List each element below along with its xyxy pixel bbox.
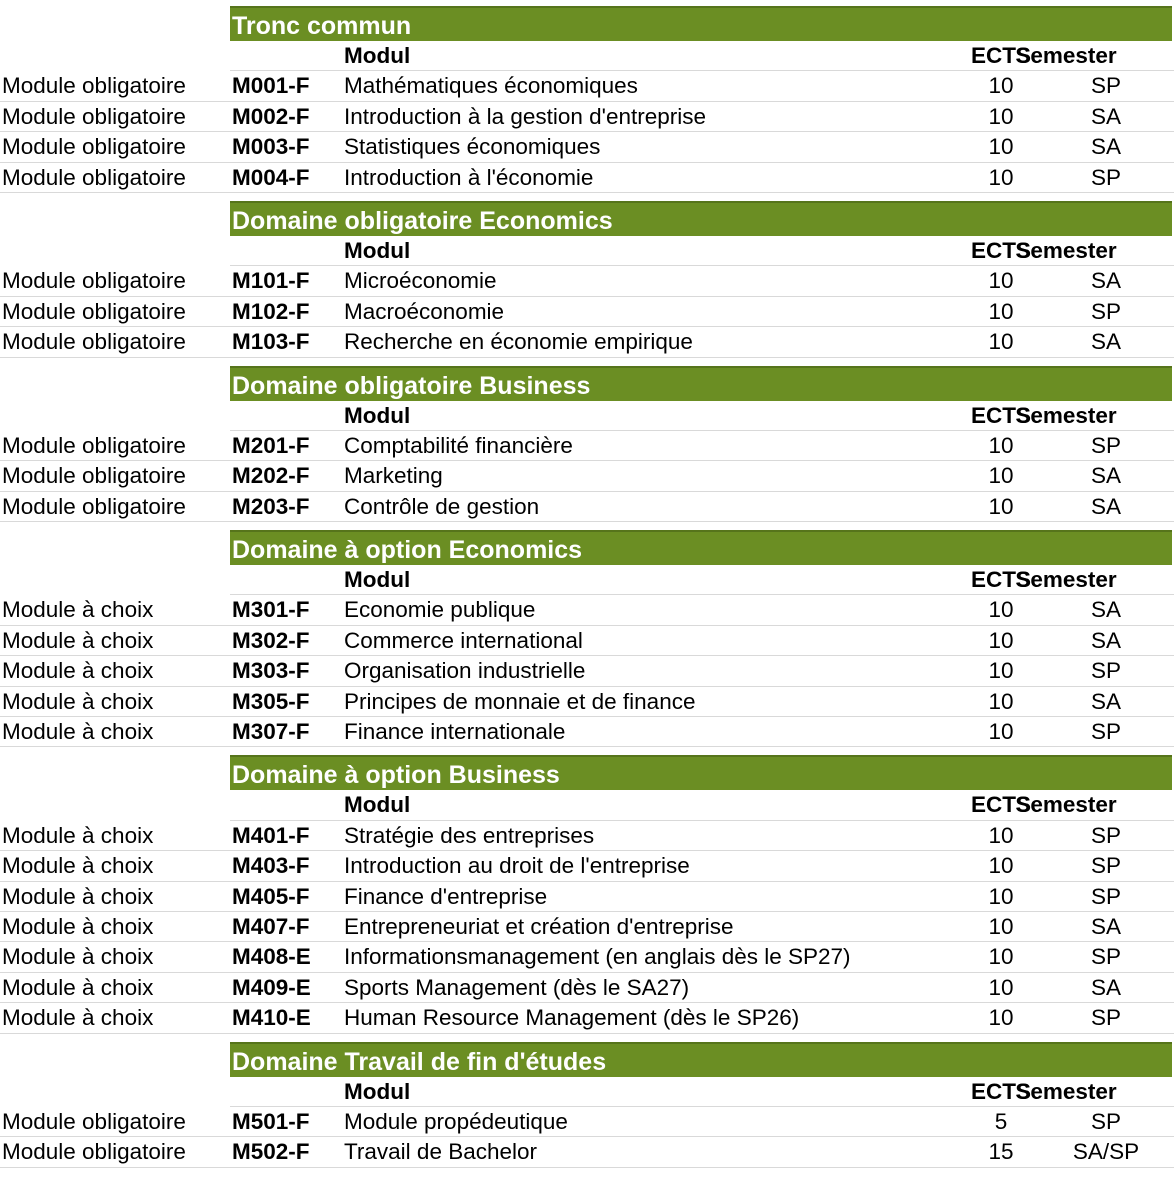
module-ects: 5 [994,1108,1008,1134]
module-semester: SP [1090,853,1121,879]
module-type: Module à choix [2,913,154,939]
module-type: Module à choix [2,1005,154,1031]
module-semester: SP [1090,822,1121,848]
table-row [0,266,1174,296]
module-semester: SP [1090,432,1121,458]
column-header-ects: ECTS [970,43,1031,68]
column-header-semester: Semester [1015,792,1117,818]
module-type: Module obligatoire [2,164,186,190]
module-semester: SA [1090,627,1121,653]
module-type: Module à choix [2,883,154,909]
section-gap [0,747,1174,755]
module-code: M301-F [232,597,310,623]
module-ects: 10 [988,853,1014,879]
column-header-ects: ECTS [970,567,1031,593]
table-row [0,1003,1174,1033]
module-ects: 10 [988,1005,1014,1031]
module-ects: 10 [988,658,1014,684]
module-table [0,6,1174,1168]
column-header-semester: Semester [1015,567,1117,593]
section-3 [0,366,1174,523]
module-code: M004-F [232,164,310,190]
module-type: Module à choix [2,658,154,684]
module-semester: SA [1090,974,1121,1000]
module-code: M102-F [232,298,310,324]
module-name: Marketing [344,463,443,489]
module-semester: SA [1090,913,1121,939]
column-header-modul: Modul [344,237,411,263]
column-header-row [230,1077,1174,1107]
module-semester: SA [1090,597,1121,623]
module-semester: SA [1090,134,1121,160]
module-type: Module à choix [2,822,154,848]
module-semester: SA [1090,493,1121,519]
column-header-modul: Modul [344,792,411,818]
table-row [0,882,1174,912]
module-semester: SA [1090,103,1121,129]
section-gap [0,1034,1174,1042]
table-row [0,973,1174,1003]
module-type: Module obligatoire [2,134,186,160]
table-row [0,132,1174,162]
module-code: M405-F [232,883,310,909]
module-semester: SP [1090,944,1121,970]
table-row [0,821,1174,851]
module-code: M410-E [232,1005,311,1031]
module-ects: 10 [988,688,1014,714]
module-type: Module obligatoire [2,493,186,519]
table-row [0,431,1174,461]
module-type: Module à choix [2,627,154,653]
column-header-semester: Semester [1015,1078,1117,1104]
module-ects: 10 [988,463,1014,489]
column-header-semester: Semester [1015,237,1117,263]
module-code: M403-F [232,853,310,879]
module-ects: 10 [988,493,1014,519]
module-code: M003-F [232,134,310,160]
module-ects: 10 [988,432,1014,458]
module-ects: 10 [988,913,1014,939]
module-semester: SA [1090,688,1121,714]
module-code: M302-F [232,627,310,653]
module-name: Human Resource Management (dès le SP26) [344,1005,800,1031]
table-row [0,687,1174,717]
module-ects: 10 [988,974,1014,1000]
module-type: Module à choix [2,944,154,970]
column-header-ects: ECTS [970,237,1031,263]
column-header-modul: Modul [344,402,411,428]
module-name: Principes de monnaie et de finance [344,688,696,714]
module-name: Microéconomie [344,268,497,294]
module-name: Sports Management (dès le SA27) [344,974,690,1000]
module-name: Entrepreneuriat et création d'entreprise [344,913,734,939]
section-title: Domaine à option Economics [230,530,1172,565]
module-semester: SA [1090,268,1121,294]
table-row [0,717,1174,747]
module-name: Module propédeutique [344,1108,568,1134]
section-gap [0,358,1174,366]
table-row [0,163,1174,193]
column-header-row [230,41,1174,71]
column-header-modul: Modul [344,1078,411,1104]
module-type: Module à choix [2,853,154,879]
column-header-semester: Semester [1015,43,1117,68]
module-code: M203-F [232,493,310,519]
section-title: Tronc commun [230,6,1172,41]
module-ects: 10 [988,627,1014,653]
module-type: Module obligatoire [2,103,186,129]
table-row [0,71,1174,101]
column-header-row [230,565,1174,595]
module-code: M002-F [232,103,310,129]
module-type: Module obligatoire [2,1139,186,1165]
section-6 [0,1042,1174,1168]
module-semester: SA [1090,329,1121,355]
module-type: Module obligatoire [2,329,186,355]
module-ects: 10 [988,719,1014,745]
table-row [0,595,1174,625]
module-semester: SA [1090,463,1121,489]
module-code: M103-F [232,329,310,355]
section-gap [0,522,1174,530]
module-type: Module obligatoire [2,463,186,489]
section-gap [0,193,1174,201]
module-type: Module à choix [2,974,154,1000]
column-header-ects: ECTS [970,792,1031,818]
module-type: Module à choix [2,597,154,623]
module-type: Module à choix [2,719,154,745]
module-name: Commerce international [344,627,583,653]
column-header-row [230,401,1174,431]
module-ects: 10 [988,103,1014,129]
module-type: Module obligatoire [2,1108,186,1134]
module-ects: 10 [988,73,1014,99]
module-name: Organisation industrielle [344,658,586,684]
module-name: Introduction à la gestion d'entreprise [344,103,707,129]
module-semester: SP [1090,298,1121,324]
module-ects: 10 [988,134,1014,160]
module-name: Introduction au droit de l'entreprise [344,853,690,879]
table-row [0,102,1174,132]
table-row [0,656,1174,686]
module-code: M407-F [232,913,310,939]
table-row [0,626,1174,656]
module-ects: 10 [988,298,1014,324]
table-row [0,851,1174,881]
module-semester: SP [1090,1108,1121,1134]
table-row [0,1107,1174,1137]
module-semester: SP [1090,164,1121,190]
table-row [0,912,1174,942]
module-code: M501-F [232,1108,310,1134]
module-name: Mathématiques économiques [344,73,638,99]
module-code: M401-F [232,822,310,848]
module-code: M502-F [232,1139,310,1165]
module-code: M101-F [232,268,310,294]
section-title: Domaine obligatoire Economics [230,201,1172,236]
module-code: M001-F [232,73,310,99]
module-semester: SP [1090,719,1121,745]
section-title: Domaine obligatoire Business [230,366,1172,401]
module-ects: 10 [988,329,1014,355]
table-row [0,1137,1174,1167]
column-header-row [230,790,1174,820]
module-code: M307-F [232,719,310,745]
module-name: Comptabilité financière [344,432,573,458]
module-name: Macroéconomie [344,298,505,324]
module-semester: SP [1090,658,1121,684]
module-semester: SP [1090,73,1121,99]
module-name: Economie publique [344,597,536,623]
module-name: Stratégie des entreprises [344,822,595,848]
table-row [0,461,1174,491]
module-ects: 10 [988,164,1014,190]
module-code: M409-E [232,974,311,1000]
module-semester: SP [1090,1005,1121,1031]
module-code: M305-F [232,688,310,714]
module-ects: 10 [988,883,1014,909]
column-header-modul: Modul [344,567,411,593]
module-type: Module obligatoire [2,268,186,294]
column-header-row [230,236,1174,266]
module-name: Finance d'entreprise [344,883,548,909]
column-header-ects: ECTS [970,1078,1031,1104]
section-title: Domaine Travail de fin d'études [230,1042,1172,1077]
section-4 [0,530,1174,747]
module-type: Module obligatoire [2,73,186,99]
module-type: Module obligatoire [2,298,186,324]
table-row [0,327,1174,357]
table-row [0,492,1174,522]
module-code: M408-E [232,944,311,970]
module-type: Module à choix [2,688,154,714]
module-name: Travail de Bachelor [344,1139,538,1165]
module-name: Introduction à l'économie [344,164,594,190]
module-code: M201-F [232,432,310,458]
column-header-modul: Modul [344,43,411,68]
module-semester: SA/SP [1072,1139,1140,1165]
table-row [0,297,1174,327]
section-title: Domaine à option Business [230,755,1172,790]
table-row [0,942,1174,972]
module-ects: 10 [988,268,1014,294]
column-header-ects: ECTS [970,402,1031,428]
section-2 [0,201,1174,358]
column-header-semester: Semester [1015,402,1117,428]
module-name: Informationsmanagement (en anglais dès le SP27) [344,944,851,970]
module-name: Contrôle de gestion [344,493,540,519]
module-ects: 10 [988,944,1014,970]
module-code: M303-F [232,658,310,684]
module-ects: 10 [988,597,1014,623]
module-semester: SP [1090,883,1121,909]
module-name: Recherche en économie empirique [344,329,693,355]
module-name: Finance internationale [344,719,566,745]
module-ects: 15 [988,1139,1014,1165]
section-5 [0,755,1174,1033]
module-type: Module obligatoire [2,432,186,458]
module-ects: 10 [988,822,1014,848]
module-code: M202-F [232,463,310,489]
section-1 [0,6,1174,193]
module-name: Statistiques économiques [344,134,601,160]
